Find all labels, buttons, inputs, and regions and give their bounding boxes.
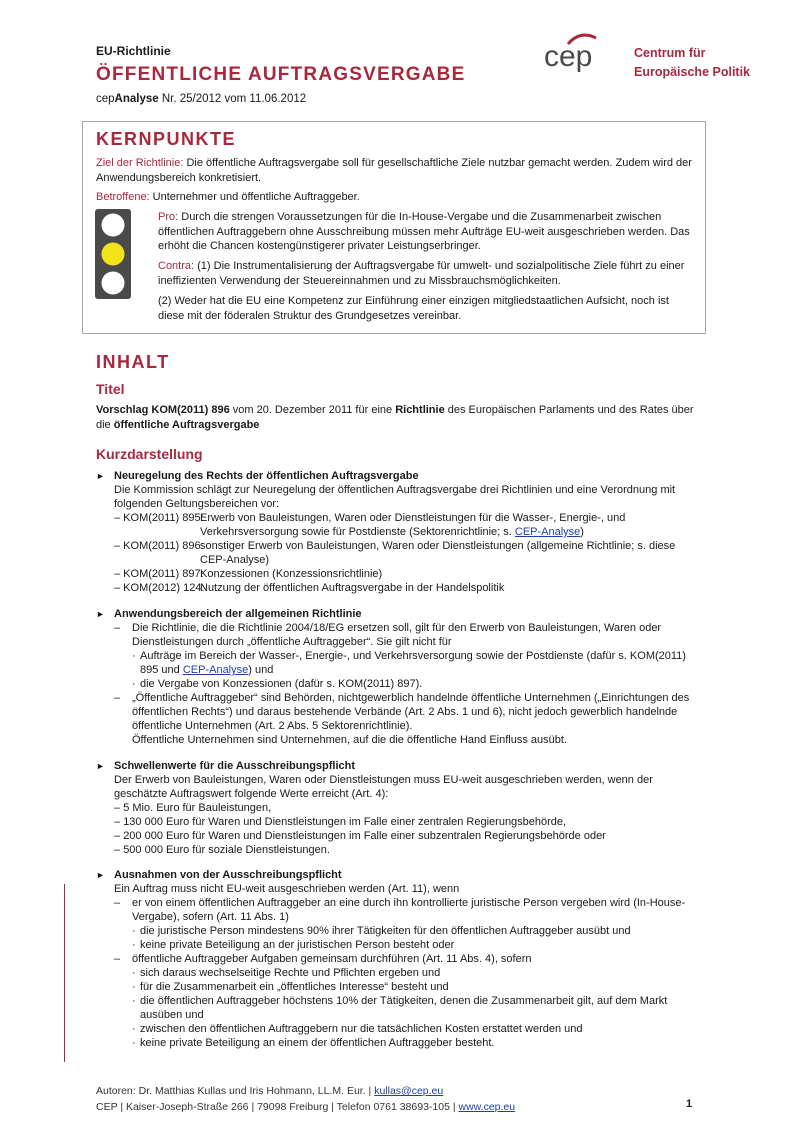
section-heading-text: Schwellenwerte für die Ausschreibungspflicht xyxy=(114,760,356,772)
dash-marker: – xyxy=(114,692,121,704)
section-heading xyxy=(96,868,696,882)
list-item-text: 200 000 Euro für Waren und Dienstleistungen im Falle einer subzentralen Regierungsbehörde oder xyxy=(123,830,606,842)
cep-analyse-link[interactable]: CEP-Analyse xyxy=(182,664,249,676)
sub-list-item-text: keine private Beteiligung an einem der öffentlichen Auftraggeber besteht. xyxy=(140,1037,495,1049)
list-item-text: 500 000 Euro für soziale Dienstleistungen. xyxy=(123,844,330,856)
list-item xyxy=(96,581,696,595)
list-item-text: Die Richtlinie, die die Richtlinie 2004/18/EG ersetzen soll, gilt für den Erwerb von Bauleistungen, Waren oder Dienstleistungen durch „öffentliche Auftraggeber“. Sie gilt nicht für xyxy=(132,622,662,648)
kernpunkte-contra-2: (2) Weder hat die EU eine Kompetenz zur Einführung einer einzigen mitgliedstaatlichen Aufsicht, noch ist diese mit der föderalen Struktur des Grundgesetzes vereinbar. xyxy=(158,295,669,322)
logo-text-line2: Europäische Politik xyxy=(634,65,751,79)
list-item-text: sonstiger Erwerb von Bauleistungen, Waren oder Dienstleistungen (allgemeine Richtlinie; s. diese CEP-Analyse) xyxy=(200,540,676,566)
website-link[interactable]: www.cep.eu xyxy=(458,1101,516,1113)
issue-prefix: cep xyxy=(96,93,115,105)
kurzdarstellung-heading: Kurzdarstellung xyxy=(96,446,203,462)
dot-marker: · xyxy=(132,1023,136,1035)
document-kicker: EU-Richtlinie xyxy=(96,44,171,58)
sub-list-item xyxy=(96,980,696,994)
list-item xyxy=(96,567,696,581)
titel-text xyxy=(96,403,696,433)
list-item-text: öffentliche Auftraggeber Aufgaben gemeinsam durchführen (Art. 11 Abs. 4), sofern xyxy=(132,953,532,965)
titel-bold-1: Vorschlag KOM(2011) 896 xyxy=(96,404,230,416)
inhalt-heading: INHALT xyxy=(96,352,170,372)
list-item-text: 130 000 Euro für Waren und Dienstleistungen im Falle einer zentralen Regierungsbehörde, xyxy=(123,816,567,828)
titel-text-1: vom 20. Dezember 2011 für eine xyxy=(229,404,396,416)
sub-list-item xyxy=(96,938,696,952)
document-title: ÖFFENTLICHE AUFTRAGSVERGABE xyxy=(96,64,466,85)
sub-list-item xyxy=(96,924,696,938)
list-item xyxy=(96,815,696,829)
sub-list-item-text: sich daraus wechselseitige Rechte und Pflichten ergeben und xyxy=(140,967,441,979)
dot-marker: · xyxy=(132,650,136,662)
list-item-text: Nutzung der öffentlichen Auftragsvergabe in der Handelspolitik xyxy=(200,582,505,594)
dot-marker: · xyxy=(132,1037,136,1049)
section-anwendungsbereich xyxy=(96,607,696,747)
dot-marker: · xyxy=(132,925,136,937)
kernpunkte-contra xyxy=(158,259,692,288)
list-item xyxy=(96,691,696,733)
kernpunkte-ziel xyxy=(96,156,692,185)
list-item-continuation: Öffentliche Unternehmen sind Unternehmen, auf die die öffentliche Hand Einfluss ausübt. xyxy=(132,734,567,746)
section-heading-text: Ausnahmen von der Ausschreibungspflicht xyxy=(114,869,342,881)
list-item xyxy=(96,621,696,649)
issue-line xyxy=(96,93,306,105)
dot-marker: · xyxy=(132,967,136,979)
pro-label: Pro: xyxy=(158,211,179,223)
paragraph: Die Kommission schlägt zur Neuregelung der öffentlichen Auftragsvergabe drei Richtlinien und eine Verordnung mit folgenden Geltungsbereichen vor: xyxy=(114,484,676,510)
list-item xyxy=(96,801,696,815)
page-number: 1 xyxy=(686,1098,693,1110)
dash-marker: – xyxy=(114,844,124,856)
dot-marker: · xyxy=(132,939,136,951)
cep-logo xyxy=(540,32,620,84)
issue-number-date: Nr. 25/2012 vom 11.06.2012 xyxy=(158,93,307,105)
list-item-label: – KOM(2011) 896: xyxy=(114,540,204,552)
list-item xyxy=(96,829,696,843)
sub-list-item xyxy=(96,1036,696,1050)
sub-list-item xyxy=(96,966,696,980)
sub-list-item xyxy=(96,994,696,1022)
sub-list-item xyxy=(96,649,696,677)
traffic-light-icon xyxy=(94,208,132,300)
arrow-right-icon: ► xyxy=(96,471,105,481)
traffic-light-green-off xyxy=(102,272,125,295)
dot-marker: · xyxy=(132,981,136,993)
list-item-text: Konzessionen (Konzessionsrichtlinie) xyxy=(200,568,383,580)
titel-heading: Titel xyxy=(96,381,125,397)
issue-bold: Analyse xyxy=(114,93,159,105)
list-item xyxy=(96,952,696,966)
sub-list-item-end: ) und xyxy=(248,664,274,676)
footer-address xyxy=(96,1101,515,1113)
logo-text-line1: Centrum für xyxy=(634,46,706,60)
section-ausnahmen xyxy=(96,868,696,1050)
contra-label: Contra: xyxy=(158,260,195,272)
sub-list-item xyxy=(96,1022,696,1036)
dash-marker: – xyxy=(114,830,124,842)
section-heading xyxy=(96,607,696,621)
sub-list-item-text: die öffentlichen Auftraggeber höchstens 10% der Tätigkeiten, denen die Zusammenarbeit gilt, auf dem Markt ausüben und xyxy=(140,995,668,1021)
titel-bold-3: öffentliche Auftragsvergabe xyxy=(113,419,260,431)
betroffene-text: Unternehmer und öffentliche Auftraggeber. xyxy=(149,191,360,203)
list-item-text-end: ) xyxy=(580,526,584,538)
list-item xyxy=(96,843,696,857)
section-schwellenwerte xyxy=(96,759,696,857)
footer-authors xyxy=(96,1085,443,1097)
ziel-label: Ziel der Richtlinie: xyxy=(96,157,184,169)
list-item-text: „Öffentliche Auftraggeber“ sind Behörden, nichtgewerblich handelnde öffentliche Unternehmen („Einrichtungen des öffentlichen Rechts“) und daraus bestehende Verbände (Art. 2 Abs. 1 und 6), nicht jedoch gewerblich handelnde öffentliche Unternehmen (Art. 2 Abs. 5 Sektorenrichtlinie). xyxy=(132,692,690,732)
dash-marker: – xyxy=(114,622,121,634)
arrow-right-icon: ► xyxy=(96,870,105,880)
kernpunkte-heading: KERNPUNKTE xyxy=(96,129,237,149)
sub-list-item-text: Aufträge im Bereich der Wasser-, Energie-, und Verkehrsversorgung sowie der Postdienste (dafür s. KOM(2011) 895 und xyxy=(140,650,686,676)
dash-marker: – xyxy=(114,816,124,828)
list-item-text: 5 Mio. Euro für Bauleistungen, xyxy=(123,802,272,814)
ziel-text: Die öffentliche Auftragsvergabe soll für gesellschaftliche Ziele nutzbar gemacht werden. Zudem wird der Anwendungsbereich konkretisiert. xyxy=(96,157,692,184)
kernpunkte-pro xyxy=(158,210,692,254)
cep-analyse-link[interactable]: CEP-Analyse xyxy=(514,526,581,538)
section-neuregelung xyxy=(96,469,696,595)
section-heading xyxy=(96,759,696,773)
list-item xyxy=(96,511,696,539)
sub-list-item-text: zwischen den öffentlichen Auftraggebern nur die tatsächlichen Kosten erstattet werden und xyxy=(140,1023,583,1035)
authors-text: Autoren: Dr. Matthias Kullas und Iris Hohmann, LL.M. Eur. | xyxy=(96,1085,375,1097)
paragraph: Der Erwerb von Bauleistungen, Waren oder Dienstleistungen muss EU-weit ausgeschrieben werden, wenn der geschätzte Auftragswert folgende Werte erreicht (Art. 4): xyxy=(114,774,653,800)
dot-marker: · xyxy=(132,678,136,690)
paragraph: Ein Auftrag muss nicht EU-weit ausgeschrieben werden (Art. 11), wenn xyxy=(114,883,460,895)
section-heading-text: Neuregelung des Rechts der öffentlichen Auftragsvergabe xyxy=(114,470,419,482)
list-item-label: – KOM(2012) 124: xyxy=(114,582,205,594)
section-heading xyxy=(96,469,696,483)
betroffene-label: Betroffene: xyxy=(96,191,150,203)
section-heading-text: Anwendungsbereich der allgemeinen Richtlinie xyxy=(114,608,362,620)
dash-marker: – xyxy=(114,897,121,909)
traffic-light-red-off xyxy=(102,214,125,237)
sub-list-item-text: für die Zusammenarbeit ein „öffentliches Interesse“ besteht und xyxy=(140,981,449,993)
arrow-right-icon: ► xyxy=(96,761,105,771)
traffic-light-yellow-on xyxy=(102,243,125,266)
kernpunkte-betroffene xyxy=(96,190,692,205)
list-item-label: – KOM(2011) 897: xyxy=(114,568,204,580)
arrow-right-icon: ► xyxy=(96,609,105,619)
author-email-link[interactable]: kullas@cep.eu xyxy=(374,1085,444,1097)
sub-list-item xyxy=(96,677,696,691)
logo-text xyxy=(634,44,750,82)
address-text: CEP | Kaiser-Joseph-Straße 266 | 79098 Freiburg | Telefon 0761 38693-105 | xyxy=(96,1101,459,1113)
titel-text-2: des Europäischen Parlaments und des Rates über die xyxy=(96,404,694,431)
dash-marker: – xyxy=(114,802,124,814)
list-item-text: Erwerb von Bauleistungen, Waren oder Dienstleistungen für die Wasser-, Energie-, und Verkehrsversorgung sowie für Postdienste (Sektorenrichtlinie; s. xyxy=(200,512,626,538)
sub-list-item-text: die juristische Person mindestens 90% ihrer Tätigkeiten für den öffentlichen Auftraggeber ausübt und xyxy=(140,925,631,937)
titel-bold-2: Richtlinie xyxy=(395,404,445,416)
dot-marker: · xyxy=(132,995,136,1007)
list-item-text: er von einem öffentlichen Auftraggeber an eine durch ihn kontrollierte juristische Person vergeben wird (In-House-Vergabe), sofern (Art. 11 Abs. 1) xyxy=(132,897,686,923)
list-item xyxy=(96,539,696,567)
list-item xyxy=(96,896,696,924)
sub-list-item-text: keine private Beteiligung an der juristischen Person besteht oder xyxy=(140,939,455,951)
contra-text: (1) Die Instrumentalisierung der Auftragsvergabe für umwelt- und sozialpolitische Ziele führt zu einer ineffizienten Verwendung der Steuereinnahmen und zu Missbrauchsmöglichkeiten. xyxy=(158,260,685,287)
list-item-label: – KOM(2011) 895: xyxy=(114,512,204,524)
sub-list-item-text: die Vergabe von Konzessionen (dafür s. KOM(2011) 897). xyxy=(140,678,423,690)
logo-lettering: cep xyxy=(544,40,593,73)
margin-marker-line xyxy=(64,884,65,1062)
pro-text: Durch die strengen Voraussetzungen für die In-House-Vergabe und die Zusammenarbeit zwischen öffentlichen Auftraggebern ohne Ausschreibung müssen mehr Aufträge EU-weit ausgeschrieben werden. Das erhöht die Chancen kostengünstigerer privater Leistungserbringer. xyxy=(158,211,690,253)
dash-marker: – xyxy=(114,953,121,965)
